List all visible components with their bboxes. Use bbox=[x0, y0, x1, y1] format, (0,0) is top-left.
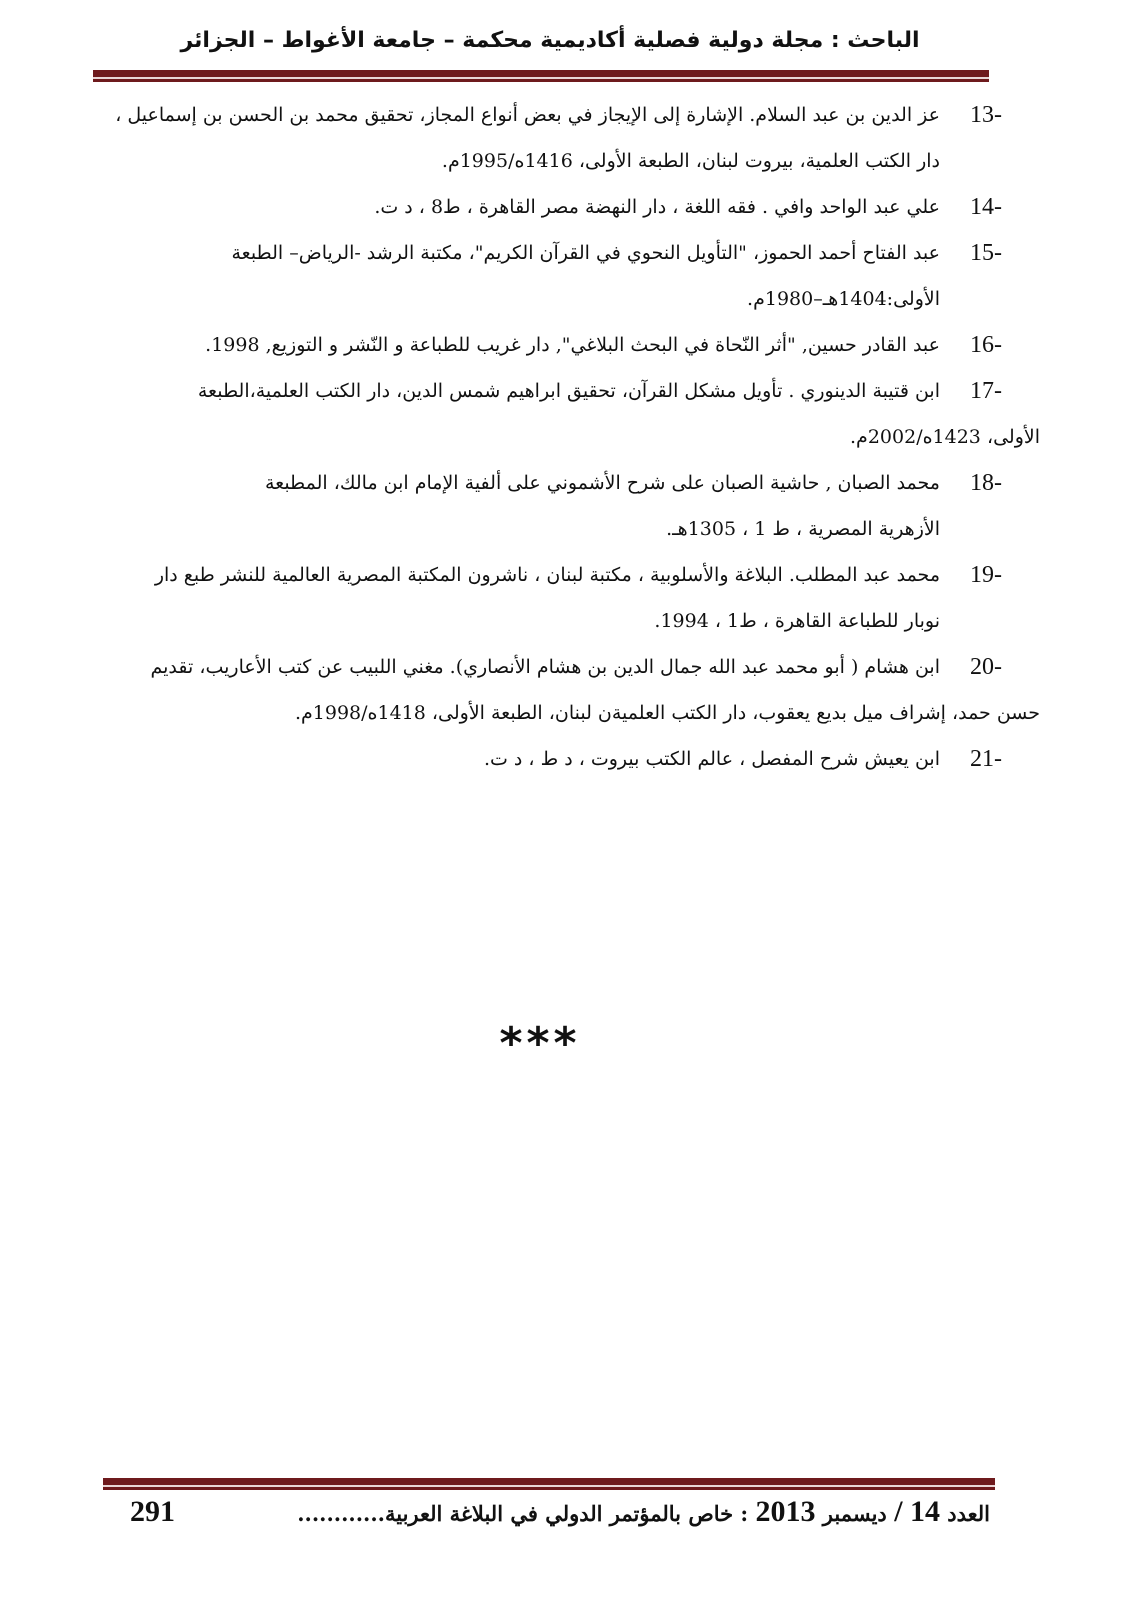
reference-number: 20- bbox=[970, 654, 1002, 680]
issue-slash: / bbox=[886, 1495, 903, 1528]
journal-title: الباحث : مجلة دولية فصلية أكاديمية محكمة – جامعة الأغواط – الجزائر bbox=[180, 28, 920, 53]
issue-description: : خاص بالمؤتمر الدولي في البلاغة العربية............ bbox=[297, 1501, 749, 1526]
reference-item bbox=[70, 552, 1040, 644]
reference-number: 19- bbox=[970, 562, 1002, 588]
reference-text-continued: الأزهرية المصرية ، ط 1 ، 1305هـ. bbox=[666, 518, 940, 540]
issue-year: 2013 bbox=[755, 1495, 816, 1528]
issue-label: العدد bbox=[947, 1501, 990, 1526]
reference-text-continued: الأولى:1404هـ–1980م. bbox=[747, 288, 940, 310]
issue-info bbox=[297, 1490, 990, 1536]
reference-number: 13- bbox=[970, 102, 1002, 128]
reference-item bbox=[70, 460, 1040, 552]
reference-text: ابن يعيش شرح المفصل ، عالم الكتب بيروت ، د ط ، د ت. bbox=[483, 748, 940, 770]
reference-text: عبد القادر حسين, "أثر النّحاة في البحث البلاغي", دار غريب للطباعة و النّشر و التوزيع, 1998. bbox=[205, 334, 940, 356]
reference-item bbox=[70, 368, 1040, 460]
reference-number: 18- bbox=[970, 470, 1002, 496]
reference-item bbox=[70, 184, 1040, 230]
references-list bbox=[70, 92, 1040, 782]
reference-text: علي عبد الواحد وافي . فقه اللغة ، دار النهضة مصر القاهرة ، ط8 ، د ت. bbox=[374, 196, 940, 218]
reference-text: ابن هشام ( أبو محمد عبد الله جمال الدين بن هشام الأنصاري). مغني اللبيب عن كتب الأعاريب، تقديم bbox=[150, 656, 940, 678]
reference-text-continued: الأولى، 1423ه/2002م. bbox=[850, 426, 1040, 448]
reference-text: ابن قتيبة الدينوري . تأويل مشكل القرآن، تحقيق ابراهيم شمس الدين، دار الكتب العلمية،الطبعة bbox=[197, 380, 940, 402]
page-number: 291 bbox=[130, 1495, 175, 1528]
reference-item bbox=[70, 322, 1040, 368]
reference-text: عز الدين بن عبد السلام. الإشارة إلى الإيجاز في بعض أنواع المجاز، تحقيق محمد بن الحسن بن إسماعيل ، bbox=[115, 104, 940, 126]
page-footer bbox=[110, 1490, 990, 1534]
reference-text-continued: حسن حمد، إشراف ميل بديع يعقوب، دار الكتب العلميةن لبنان، الطبعة الأولى، 1418ه/1998م. bbox=[294, 702, 1040, 724]
footer-rule bbox=[103, 1478, 995, 1490]
issue-month: ديسمبر bbox=[822, 1501, 887, 1526]
issue-number: 14 bbox=[909, 1495, 940, 1528]
reference-number: 15- bbox=[970, 240, 1002, 266]
header-rule bbox=[93, 70, 989, 82]
reference-number: 21- bbox=[970, 746, 1002, 772]
reference-item bbox=[70, 92, 1040, 184]
reference-item bbox=[70, 644, 1040, 736]
section-separator: *** bbox=[499, 1018, 581, 1069]
reference-number: 17- bbox=[970, 378, 1002, 404]
reference-text-continued: دار الكتب العلمية، بيروت لبنان، الطبعة الأولى، 1416ه/1995م. bbox=[441, 150, 940, 172]
reference-item bbox=[70, 230, 1040, 322]
reference-text-continued: نوبار للطباعة القاهرة ، ط1 ، 1994. bbox=[654, 610, 940, 632]
reference-text: محمد الصبان , حاشية الصبان على شرح الأشموني على ألفية الإمام ابن مالك، المطبعة bbox=[264, 472, 940, 494]
reference-item bbox=[70, 736, 1040, 782]
reference-number: 16- bbox=[970, 332, 1002, 358]
reference-text: عبد الفتاح أحمد الحموز، "التأويل النحوي في القرآن الكريم"، مكتبة الرشد -الرياض– الطبعة bbox=[231, 242, 940, 264]
page-header bbox=[90, 24, 1010, 58]
reference-number: 14- bbox=[970, 194, 1002, 220]
reference-text: محمد عبد المطلب. البلاغة والأسلوبية ، مكتبة لبنان ، ناشرون المكتبة المصرية العالمية للنشر طبع دار bbox=[154, 564, 940, 586]
